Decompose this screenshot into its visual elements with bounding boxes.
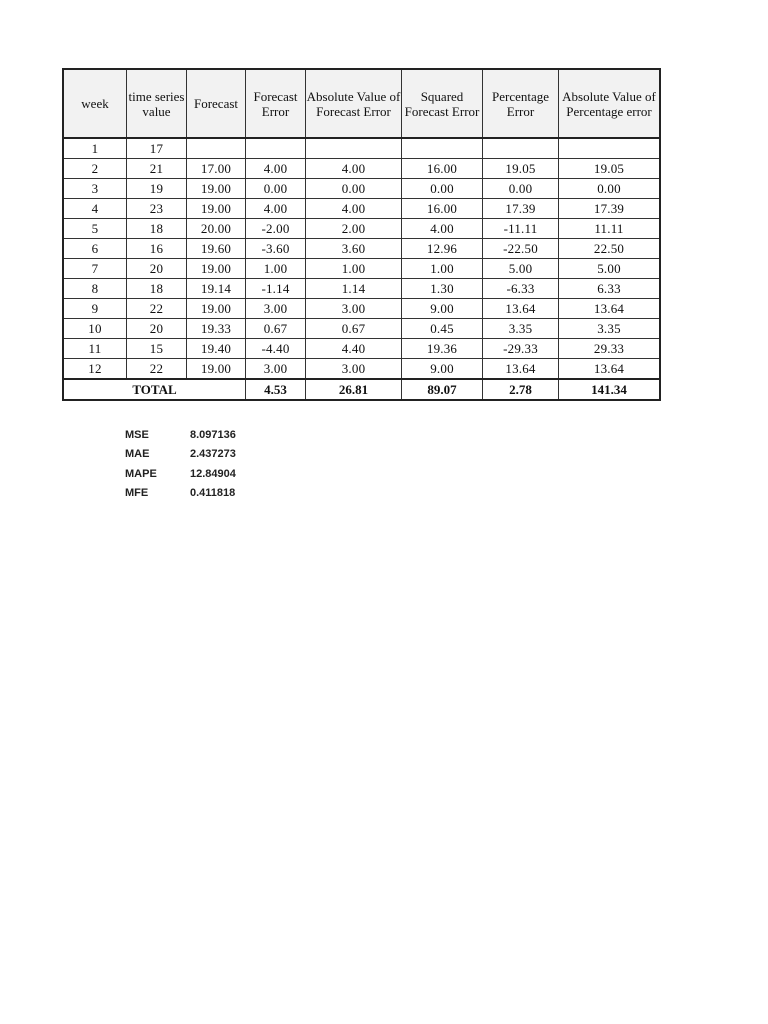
cell-time-series-value[interactable]: 20 (127, 259, 187, 279)
metric-label[interactable]: MAE (125, 448, 150, 461)
cell-squared-forecast-error[interactable]: 0.45 (402, 319, 483, 339)
cell-squared-forecast-error[interactable]: 12.96 (402, 239, 483, 259)
cell-percentage-error[interactable]: 17.39 (483, 199, 559, 219)
cell-squared-forecast-error[interactable]: 9.00 (402, 299, 483, 319)
cell-forecast[interactable]: 19.40 (187, 339, 246, 359)
cell-abs-forecast-error[interactable]: 4.00 (306, 199, 402, 219)
cell-forecast[interactable]: 19.60 (187, 239, 246, 259)
cell-squared-forecast-error[interactable]: 1.00 (402, 259, 483, 279)
cell-forecast[interactable]: 17.00 (187, 159, 246, 179)
cell-week[interactable]: 5 (63, 219, 127, 239)
cell-forecast-error[interactable]: 4.00 (246, 159, 306, 179)
cell-forecast-error[interactable]: 0.67 (246, 319, 306, 339)
cell-abs-percentage-error[interactable] (559, 138, 661, 159)
forecast-error-table (62, 68, 661, 401)
cell-week[interactable]: 8 (63, 279, 127, 299)
total-forecast-error[interactable]: 4.53 (246, 379, 306, 400)
cell-forecast-error[interactable]: -2.00 (246, 219, 306, 239)
cell-squared-forecast-error[interactable]: 0.00 (402, 179, 483, 199)
cell-week[interactable]: 7 (63, 259, 127, 279)
cell-forecast[interactable]: 19.00 (187, 359, 246, 380)
cell-forecast-error[interactable]: 3.00 (246, 299, 306, 319)
cell-time-series-value[interactable]: 16 (127, 239, 187, 259)
cell-forecast-error[interactable]: -3.60 (246, 239, 306, 259)
metric-value[interactable]: 2.437273 (190, 448, 236, 461)
cell-week[interactable]: 11 (63, 339, 127, 359)
cell-time-series-value[interactable]: 17 (127, 138, 187, 159)
cell-squared-forecast-error[interactable]: 16.00 (402, 199, 483, 219)
table-row (63, 359, 660, 380)
cell-percentage-error[interactable]: -29.33 (483, 339, 559, 359)
header-week[interactable]: week (63, 69, 127, 138)
cell-squared-forecast-error[interactable] (402, 138, 483, 159)
table-row (63, 199, 660, 219)
cell-abs-forecast-error[interactable]: 3.60 (306, 239, 402, 259)
total-abs-percentage-error[interactable]: 141.34 (559, 379, 661, 400)
table-row (63, 279, 660, 299)
cell-time-series-value[interactable]: 22 (127, 299, 187, 319)
header-abs-percentage-error[interactable]: Absolute Value of Percentage error (559, 69, 661, 138)
cell-abs-percentage-error[interactable]: 11.11 (559, 219, 661, 239)
cell-time-series-value[interactable]: 19 (127, 179, 187, 199)
cell-abs-percentage-error[interactable]: 17.39 (559, 199, 661, 219)
cell-time-series-value[interactable]: 15 (127, 339, 187, 359)
summary-metrics (125, 425, 270, 503)
cell-percentage-error[interactable]: 5.00 (483, 259, 559, 279)
cell-forecast-error[interactable]: 1.00 (246, 259, 306, 279)
cell-forecast[interactable]: 19.14 (187, 279, 246, 299)
cell-forecast[interactable]: 19.00 (187, 259, 246, 279)
header-row (63, 69, 660, 138)
cell-abs-percentage-error[interactable]: 13.64 (559, 299, 661, 319)
table-body (63, 138, 660, 379)
cell-abs-forecast-error[interactable]: 4.40 (306, 339, 402, 359)
cell-abs-percentage-error[interactable]: 13.64 (559, 359, 661, 380)
metric-label[interactable]: MFE (125, 487, 149, 500)
metric-label[interactable]: MAPE (125, 467, 157, 480)
table-row (63, 219, 660, 239)
cell-week[interactable]: 10 (63, 319, 127, 339)
table-row (63, 299, 660, 319)
metric-row-mae (125, 445, 270, 465)
cell-forecast[interactable] (187, 138, 246, 159)
total-squared-forecast-error[interactable]: 89.07 (402, 379, 483, 400)
cell-abs-percentage-error[interactable]: 19.05 (559, 159, 661, 179)
cell-percentage-error[interactable]: 3.35 (483, 319, 559, 339)
cell-percentage-error[interactable] (483, 138, 559, 159)
cell-week[interactable]: 1 (63, 138, 127, 159)
cell-squared-forecast-error[interactable]: 16.00 (402, 159, 483, 179)
cell-abs-forecast-error[interactable]: 2.00 (306, 219, 402, 239)
cell-squared-forecast-error[interactable]: 19.36 (402, 339, 483, 359)
cell-percentage-error[interactable]: 0.00 (483, 179, 559, 199)
total-abs-forecast-error[interactable]: 26.81 (306, 379, 402, 400)
cell-abs-forecast-error[interactable]: 0.67 (306, 319, 402, 339)
metric-row-mse (125, 425, 270, 445)
table-row (63, 259, 660, 279)
cell-abs-forecast-error[interactable]: 1.00 (306, 259, 402, 279)
total-percentage-error[interactable]: 2.78 (483, 379, 559, 400)
header-abs-forecast-error[interactable]: Absolute Value of Forecast Error (306, 69, 402, 138)
cell-percentage-error[interactable]: 13.64 (483, 299, 559, 319)
cell-forecast-error[interactable] (246, 138, 306, 159)
cell-squared-forecast-error[interactable]: 4.00 (402, 219, 483, 239)
cell-forecast-error[interactable]: 4.00 (246, 199, 306, 219)
cell-percentage-error[interactable]: -6.33 (483, 279, 559, 299)
metric-row-mfe (125, 484, 270, 504)
table-row (63, 239, 660, 259)
header-time-series-value[interactable]: time series value (127, 69, 187, 138)
header-percentage-error[interactable]: Percentage Error (483, 69, 559, 138)
total-label[interactable]: TOTAL (63, 379, 246, 400)
cell-squared-forecast-error[interactable]: 1.30 (402, 279, 483, 299)
cell-week[interactable]: 4 (63, 199, 127, 219)
cell-week[interactable]: 2 (63, 159, 127, 179)
cell-abs-percentage-error[interactable]: 22.50 (559, 239, 661, 259)
cell-forecast-error[interactable]: -4.40 (246, 339, 306, 359)
cell-percentage-error[interactable]: -11.11 (483, 219, 559, 239)
cell-forecast-error[interactable]: 3.00 (246, 359, 306, 380)
header-forecast[interactable]: Forecast (187, 69, 246, 138)
cell-time-series-value[interactable]: 20 (127, 319, 187, 339)
cell-time-series-value[interactable]: 22 (127, 359, 187, 380)
cell-abs-forecast-error[interactable]: 1.14 (306, 279, 402, 299)
metric-row-mape (125, 464, 270, 484)
cell-forecast[interactable]: 19.00 (187, 299, 246, 319)
cell-forecast[interactable]: 19.00 (187, 199, 246, 219)
cell-abs-percentage-error[interactable]: 6.33 (559, 279, 661, 299)
cell-abs-forecast-error[interactable]: 3.00 (306, 299, 402, 319)
cell-forecast-error[interactable]: -1.14 (246, 279, 306, 299)
cell-forecast-error[interactable]: 0.00 (246, 179, 306, 199)
cell-percentage-error[interactable]: 19.05 (483, 159, 559, 179)
table-row (63, 138, 660, 159)
table-row (63, 319, 660, 339)
cell-abs-forecast-error[interactable] (306, 138, 402, 159)
cell-week[interactable]: 12 (63, 359, 127, 380)
cell-percentage-error[interactable]: -22.50 (483, 239, 559, 259)
table-row (63, 339, 660, 359)
cell-forecast[interactable]: 19.00 (187, 179, 246, 199)
cell-time-series-value[interactable]: 18 (127, 279, 187, 299)
cell-time-series-value[interactable]: 21 (127, 159, 187, 179)
cell-percentage-error[interactable]: 13.64 (483, 359, 559, 380)
header-squared-forecast-error[interactable]: Squared Forecast Error (402, 69, 483, 138)
table-row (63, 179, 660, 199)
metric-value[interactable]: 8.097136 (190, 428, 236, 441)
cell-abs-percentage-error[interactable]: 3.35 (559, 319, 661, 339)
total-row (63, 379, 660, 400)
cell-abs-percentage-error[interactable]: 5.00 (559, 259, 661, 279)
metric-value[interactable]: 0.411818 (190, 487, 236, 500)
cell-squared-forecast-error[interactable]: 9.00 (402, 359, 483, 380)
cell-abs-forecast-error[interactable]: 4.00 (306, 159, 402, 179)
cell-week[interactable]: 9 (63, 299, 127, 319)
cell-time-series-value[interactable]: 18 (127, 219, 187, 239)
metric-value[interactable]: 12.84904 (190, 467, 236, 480)
cell-forecast[interactable]: 20.00 (187, 219, 246, 239)
header-forecast-error[interactable]: Forecast Error (246, 69, 306, 138)
cell-forecast[interactable]: 19.33 (187, 319, 246, 339)
cell-abs-percentage-error[interactable]: 29.33 (559, 339, 661, 359)
metric-label[interactable]: MSE (125, 428, 149, 441)
cell-time-series-value[interactable]: 23 (127, 199, 187, 219)
cell-abs-forecast-error[interactable]: 0.00 (306, 179, 402, 199)
cell-week[interactable]: 6 (63, 239, 127, 259)
table-row (63, 159, 660, 179)
cell-week[interactable]: 3 (63, 179, 127, 199)
cell-abs-forecast-error[interactable]: 3.00 (306, 359, 402, 380)
cell-abs-percentage-error[interactable]: 0.00 (559, 179, 661, 199)
